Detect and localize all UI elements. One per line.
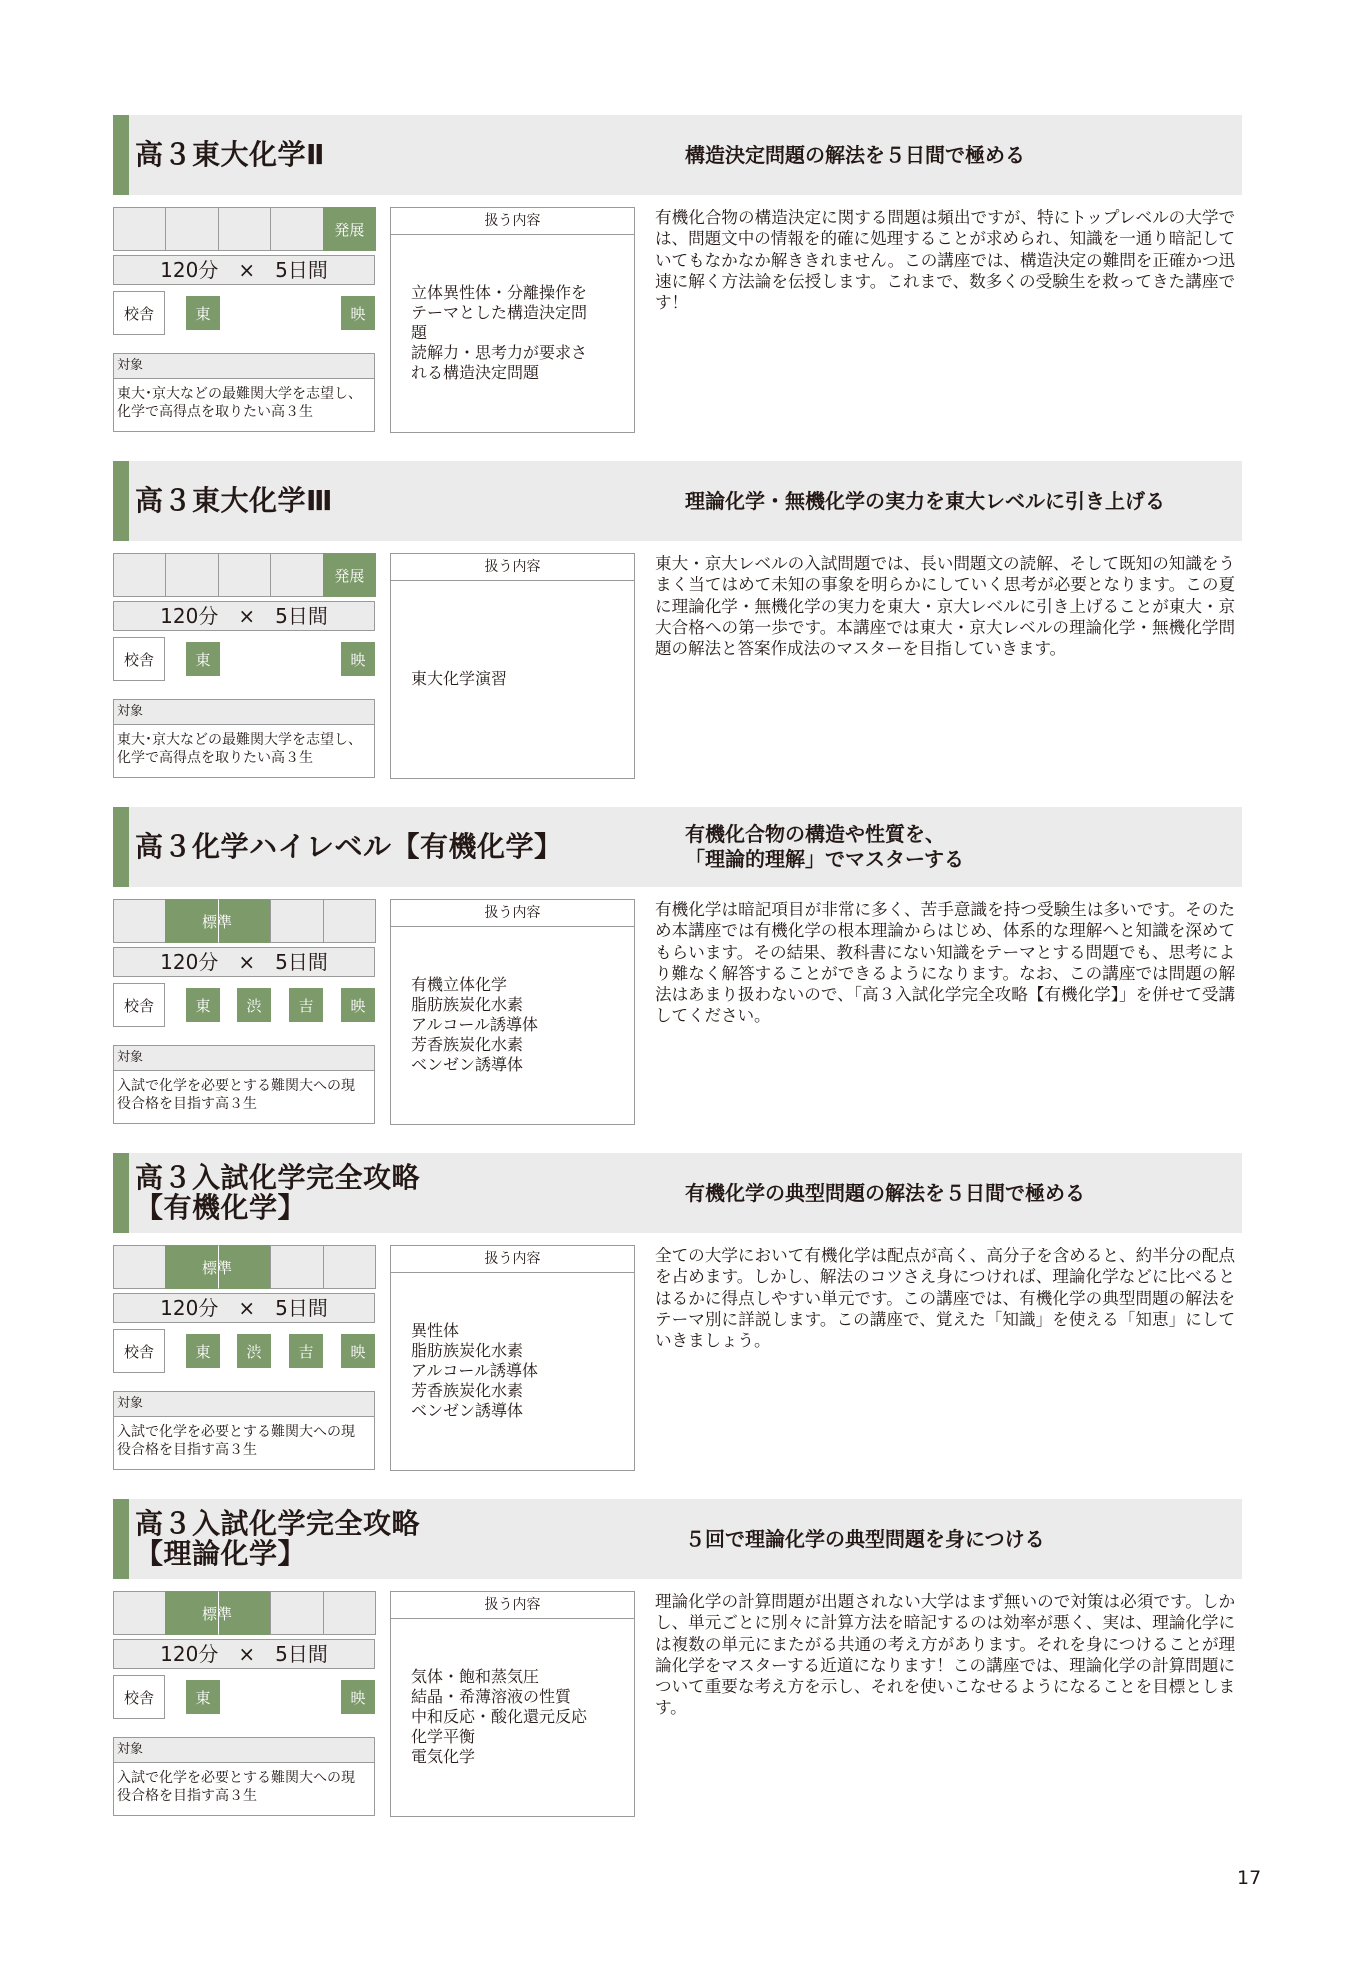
- campus-row: [113, 291, 375, 335]
- course-duration: 120分 × 5日間: [113, 1639, 375, 1669]
- course-duration: 120分 × 5日間: [113, 947, 375, 977]
- level-label: 発展: [323, 553, 376, 597]
- campus-label: 校舎: [113, 291, 165, 335]
- level-cell: [270, 1591, 323, 1635]
- campus-badge: 映: [341, 988, 375, 1022]
- campus-badge: 渋: [237, 988, 271, 1022]
- level-cell: [323, 1591, 376, 1635]
- target-label: 対象: [113, 1737, 375, 1763]
- level-label: 標準: [201, 912, 232, 931]
- course-description: 全ての大学において有機化学は配点が高く、高分子を含めると、約半分の配点を占めます。しかし、解法のコツさえ身につければ、理論化学などに比べるとはるかに得点しやすい単元です。この講座では、有機化学の典型問題の解法をテーマ別に詳説します。この講座で、覚えた「知識」を使える「知恵」にしていきましょう。: [655, 1246, 1235, 1351]
- target-text: 入試で化学を必要とする難関大への現 役合格を目指す高３生: [113, 1416, 375, 1470]
- content-heading: 扱う内容: [391, 1246, 634, 1273]
- course-description: 有機化合物の構造決定に関する問題は頻出ですが、特にトップレベルの大学では、問題文中の情報を的確に処理することが求められ、知識を一通り暗記していてもなかなか解ききれません。この講座では、構造決定の難問を正確かつ迅速に解く方法論を伝授します。これまで、数多くの受験生を救ってきた講座です！: [655, 208, 1235, 313]
- level-indicator: [113, 899, 375, 943]
- content-box: [390, 207, 635, 433]
- course-header: [113, 461, 1242, 541]
- content-list: 東大化学演習: [411, 669, 508, 688]
- campus-badge: 映: [341, 296, 375, 330]
- content-heading: 扱う内容: [391, 208, 634, 235]
- course-header: [113, 807, 1242, 887]
- course-title: 高３化学ハイレベル【有機化学】: [135, 830, 563, 863]
- level-indicator: [113, 1245, 375, 1289]
- campus-badge: 吉: [289, 1334, 323, 1368]
- campus-badge: 映: [341, 642, 375, 676]
- level-cell: [323, 899, 376, 943]
- campus-badge: 吉: [289, 988, 323, 1022]
- page-number: 17: [1237, 1867, 1262, 1889]
- level-cell: [218, 207, 271, 251]
- target-label: 対象: [113, 1045, 375, 1071]
- campus-label: 校舎: [113, 983, 165, 1027]
- course-description: 東大・京大レベルの入試問題では、長い問題文の読解、そして既知の知識をうまく当てはめて未知の事象を明らかにしていく思考が必要となります。この夏に理論化学・無機化学の実力を東大・京大レベルに引き上げることが東大・京大合格への第一歩です。本講座では東大・京大レベルの理論化学・無機化学問題の解法と答案作成法のマスターを目指していきます。: [655, 554, 1235, 659]
- level-cell: [270, 553, 323, 597]
- campus-badge: 東: [186, 296, 220, 330]
- campus-badge: 渋: [237, 1334, 271, 1368]
- level-cell: [165, 553, 218, 597]
- campus-row: [113, 983, 375, 1027]
- campus-label: 校舎: [113, 1675, 165, 1719]
- content-list: 立体異性体・分離操作を テーマとした構造決定問 題 読解力・思考力が要求さ れる構造決定問題: [411, 283, 588, 382]
- level-label: 発展: [323, 207, 376, 251]
- target-text: 入試で化学を必要とする難関大への現 役合格を目指す高３生: [113, 1070, 375, 1124]
- level-cell: [113, 207, 166, 251]
- target-text: 東大･京大などの最難関大学を志望し、 化学で高得点を取りたい高３生: [113, 724, 375, 778]
- content-heading: 扱う内容: [391, 1592, 634, 1619]
- target-label: 対象: [113, 353, 375, 379]
- level-label: 標準: [201, 1258, 232, 1277]
- content-heading: 扱う内容: [391, 900, 634, 927]
- level-indicator: [113, 553, 375, 597]
- course-header: [113, 1153, 1242, 1233]
- target-text: 入試で化学を必要とする難関大への現 役合格を目指す高３生: [113, 1762, 375, 1816]
- level-cell: [270, 1245, 323, 1289]
- campus-badge: 東: [186, 1680, 220, 1714]
- course-header: [113, 1499, 1242, 1579]
- course-subtitle: ５回で理論化学の典型問題を身につける: [685, 1526, 1045, 1551]
- campus-label: 校舎: [113, 1329, 165, 1373]
- level-cell: [165, 207, 218, 251]
- campus-row: [113, 1329, 375, 1373]
- campus-row: [113, 1675, 375, 1719]
- level-cell: [270, 899, 323, 943]
- campus-badge: 東: [186, 1334, 220, 1368]
- content-list: 異性体 脂肪族炭化水素 アルコール誘導体 芳香族炭化水素 ベンゼン誘導体: [411, 1321, 539, 1420]
- content-list: 気体・飽和蒸気圧 結晶・希薄溶液の性質 中和反応・酸化還元反応 化学平衡 電気化学: [411, 1667, 588, 1766]
- level-cell: [218, 553, 271, 597]
- campus-badge: 東: [186, 988, 220, 1022]
- campus-badge: 映: [341, 1680, 375, 1714]
- course-subtitle: 有機化学の典型問題の解法を５日間で極める: [685, 1180, 1085, 1205]
- target-text: 東大･京大などの最難関大学を志望し、 化学で高得点を取りたい高３生: [113, 378, 375, 432]
- level-cell: [113, 553, 166, 597]
- content-box: [390, 1245, 635, 1471]
- campus-badge: 映: [341, 1334, 375, 1368]
- level-cell: [323, 1245, 376, 1289]
- campus-label: 校舎: [113, 637, 165, 681]
- content-box: [390, 1591, 635, 1817]
- level-indicator: [113, 207, 375, 251]
- content-list: 有機立体化学 脂肪族炭化水素 アルコール誘導体 芳香族炭化水素 ベンゼン誘導体: [411, 975, 539, 1074]
- course-section: [113, 1499, 1242, 1977]
- content-box: [390, 553, 635, 779]
- level-cell: [113, 1591, 166, 1635]
- course-duration: 120分 × 5日間: [113, 1293, 375, 1323]
- level-cell: [270, 207, 323, 251]
- target-label: 対象: [113, 1391, 375, 1417]
- course-title: 高３東大化学Ⅲ: [135, 484, 333, 517]
- level-label: 標準: [201, 1604, 232, 1623]
- level-cell: [113, 899, 166, 943]
- course-title: 高３入試化学完全攻略 【理論化学】: [135, 1507, 421, 1570]
- course-subtitle: 構造決定問題の解法を５日間で極める: [685, 142, 1025, 167]
- level-indicator: [113, 1591, 375, 1635]
- level-cell: [113, 1245, 166, 1289]
- course-description: 理論化学の計算問題が出題されない大学はまず無いので対策は必須です。しかし、単元ごとに別々に計算方法を暗記するのは効率が悪く、実は、理論化学には複数の単元にまたがる共通の考え方があります。それを身につけることが理論化学をマスターする近道になります！この講座では、理論化学の計算問題について重要な考え方を示し、それを使いこなせるようになることを目標とします。: [655, 1592, 1235, 1718]
- content-heading: 扱う内容: [391, 554, 634, 581]
- campus-row: [113, 637, 375, 681]
- course-subtitle: 理論化学・無機化学の実力を東大レベルに引き上げる: [685, 488, 1165, 513]
- course-duration: 120分 × 5日間: [113, 255, 375, 285]
- course-header: [113, 115, 1242, 195]
- course-duration: 120分 × 5日間: [113, 601, 375, 631]
- course-subtitle: 有機化合物の構造や性質を、 「理論的理解」でマスターする: [685, 822, 964, 871]
- course-title: 高３東大化学Ⅱ: [135, 138, 325, 171]
- course-description: 有機化学は暗記項目が非常に多く、苦手意識を持つ受験生は多いです。そのため本講座では有機化学の根本理論からはじめ、体系的な理解へと知識を深めてもらいます。その結果、教科書にない知識をテーマとする問題でも、思考により難なく解答することができるようになります。なお、この講座では問題の解法はあまり扱わないので、「高３入試化学完全攻略【有機化学】」を併せて受講してください。: [655, 900, 1235, 1026]
- content-box: [390, 899, 635, 1125]
- target-label: 対象: [113, 699, 375, 725]
- campus-badge: 東: [186, 642, 220, 676]
- course-title: 高３入試化学完全攻略 【有機化学】: [135, 1161, 421, 1224]
